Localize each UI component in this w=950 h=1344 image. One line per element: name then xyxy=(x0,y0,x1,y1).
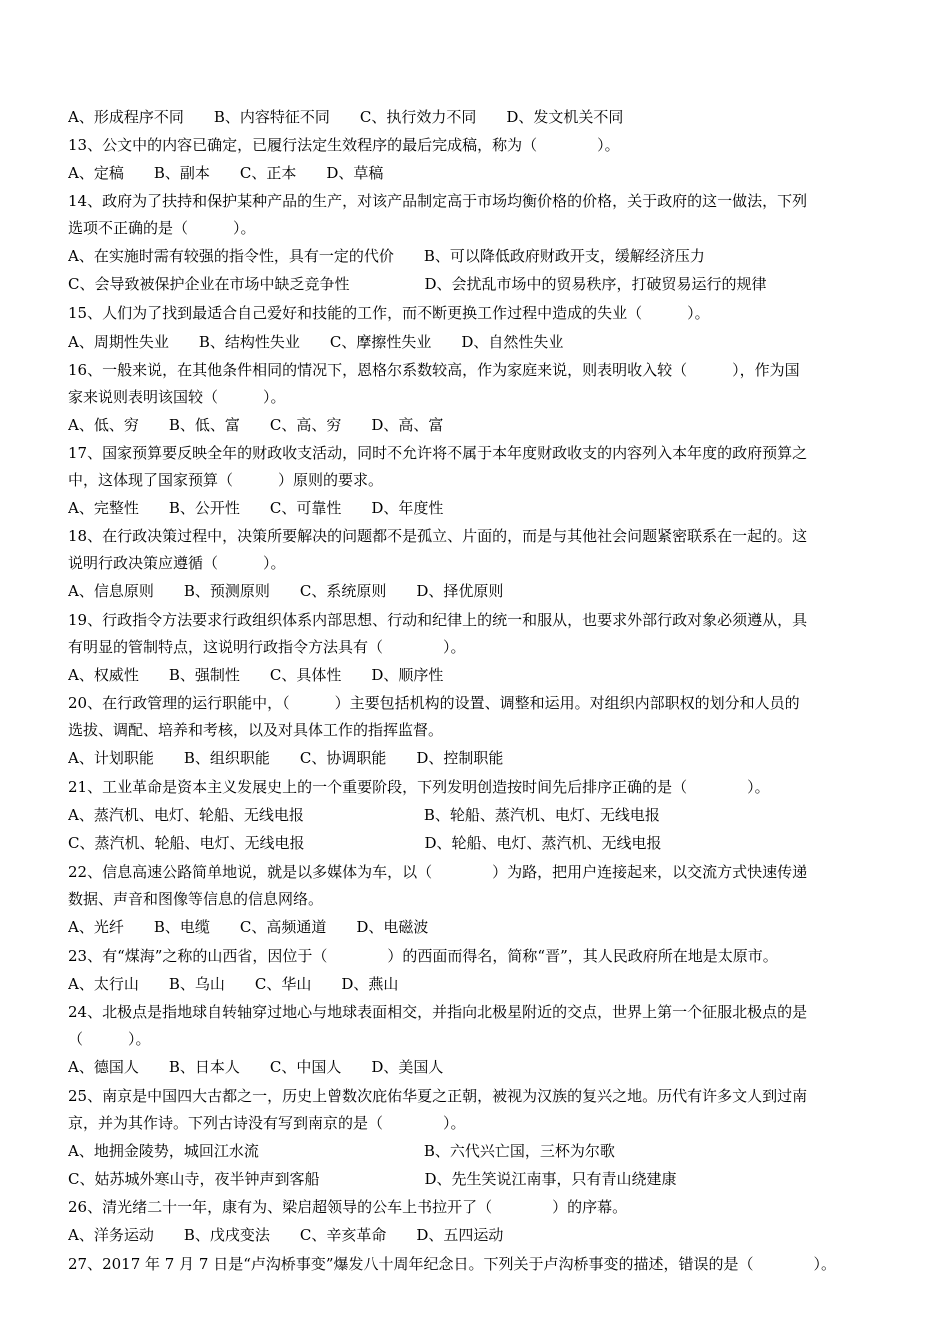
question-26: 26、清光绪二十一年，康有为、梁启超领导的公车上书拉开了（ ）的序幕。 xyxy=(68,1198,628,1216)
question-24-line-2: （ ）。 xyxy=(68,1030,151,1048)
question-18-line-1: 18、在行政决策过程中，决策所要解决的问题都不是孤立、片面的，而是与其他社会问题紧密联系在一起的。这 xyxy=(68,527,808,545)
question-17-line-1: 17、国家预算要反映全年的财政收支活动，同时不允许将不属于本年度财政收支的内容列入本年度的政府预算之 xyxy=(68,444,808,462)
question-22-line-1: 22、信息高速公路简单地说，就是以多媒体为车，以（ ）为路，把用户连接起来，以交流方式快速传递 xyxy=(68,863,808,881)
options-15: A、周期性失业 B、结构性失业 C、摩擦性失业 D、自然性失业 xyxy=(68,333,564,351)
options-21-ab: A、蒸汽机、电灯、轮船、无线电报 B、轮船、蒸汽机、电灯、无线电报 xyxy=(68,806,660,824)
question-13: 13、公文中的内容已确定，已履行法定生效程序的最后完成稿，称为（ ）。 xyxy=(68,136,620,154)
options-17: A、完整性 B、公开性 C、可靠性 D、年度性 xyxy=(68,499,444,517)
question-25-line-2: 京，并为其作诗。下列古诗没有写到南京的是（ ）。 xyxy=(68,1114,466,1132)
question-21: 21、工业革命是资本主义发展史上的一个重要阶段，下列发明创造按时间先后排序正确的是（ ）。 xyxy=(68,778,770,796)
options-23: A、太行山 B、乌山 C、华山 D、燕山 xyxy=(68,975,399,993)
options-20: A、计划职能 B、组织职能 C、协调职能 D、控制职能 xyxy=(68,749,504,767)
options-16: A、低、穷 B、低、富 C、高、穷 D、高、富 xyxy=(68,416,444,434)
question-15: 15、人们为了找到最适合自己爱好和技能的工作，而不断更换工作过程中造成的失业（ ）。 xyxy=(68,304,710,322)
question-20-line-1: 20、在行政管理的运行职能中，（ ）主要包括机构的设置、调整和运用。对组织内部职权的划分和人员的 xyxy=(68,694,800,712)
question-25-line-1: 25、南京是中国四大古都之一，历史上曾数次庇佑华夏之正朝，被视为汉族的复兴之地。历代有许多文人到过南 xyxy=(68,1087,808,1105)
question-18-line-2: 说明行政决策应遵循（ ）。 xyxy=(68,554,286,572)
question-24-line-1: 24、北极点是指地球自转轴穿过地心与地球表面相交，并指向北极星附近的交点，世界上第一个征服北极点的是 xyxy=(68,1003,808,1021)
options-14-ab: A、在实施时需有较强的指令性，具有一定的代价 B、可以降低政府财政开支，缓解经济压力 xyxy=(68,247,705,265)
question-27: 27、2017 年 7 月 7 日是“卢沟桥事变”爆发八十周年纪念日。下列关于卢沟桥事变的描述，错误的是（ ）。 xyxy=(68,1255,837,1273)
question-22-line-2: 数据、声音和图像等信息的信息网络。 xyxy=(68,890,324,908)
options-25-cd: C、姑苏城外寒山寺，夜半钟声到客船 D、先生笑说江南事，只有青山绕建康 xyxy=(68,1170,677,1188)
question-23: 23、有“煤海”之称的山西省，因位于（ ）的西面而得名，简称“晋”，其人民政府所在地是太原市。 xyxy=(68,947,778,965)
question-14-line-1: 14、政府为了扶持和保护某种产品的生产，对该产品制定高于市场均衡价格的价格，关于政府的这一做法，下列 xyxy=(68,192,808,210)
question-16-line-2: 家来说则表明该国较（ ）。 xyxy=(68,388,286,406)
question-19-line-1: 19、行政指令方法要求行政组织体系内部思想、行动和纪律上的统一和服从，也要求外部行政对象必须遵从，具 xyxy=(68,611,808,629)
options-13: A、定稿 B、副本 C、正本 D、草稿 xyxy=(68,164,384,182)
options-19: A、权威性 B、强制性 C、具体性 D、顺序性 xyxy=(68,666,444,684)
question-19-line-2: 有明显的管制特点，这说明行政指令方法具有（ ）。 xyxy=(68,638,466,656)
options-21-cd: C、蒸汽机、轮船、电灯、无线电报 D、轮船、电灯、蒸汽机、无线电报 xyxy=(68,834,662,852)
options-24: A、德国人 B、日本人 C、中国人 D、美国人 xyxy=(68,1058,444,1076)
options-22: A、光纤 B、电缆 C、高频通道 D、电磁波 xyxy=(68,918,429,936)
question-20-line-2: 选拔、调配、培养和考核，以及对具体工作的指挥监督。 xyxy=(68,721,444,739)
options-18: A、信息原则 B、预测原则 C、系统原则 D、择优原则 xyxy=(68,582,504,600)
question-14-line-2: 选项不正确的是（ ）。 xyxy=(68,219,256,237)
question-17-line-2: 中，这体现了国家预算（ ）原则的要求。 xyxy=(68,471,384,489)
question-16-line-1: 16、一般来说，在其他条件相同的情况下，恩格尔系数较高，作为家庭来说，则表明收入较（ ），作为国 xyxy=(68,361,800,379)
options-25-ab: A、地拥金陵势，城回江水流 B、六代兴亡国，三杯为尔歌 xyxy=(68,1142,615,1160)
options-14-cd: C、会导致被保护企业在市场中缺乏竞争性 D、会扰乱市场中的贸易秩序，打破贸易运行的规律 xyxy=(68,275,767,293)
options-26: A、洋务运动 B、戊戌变法 C、辛亥革命 D、五四运动 xyxy=(68,1226,504,1244)
options-12: A、形成程序不同 B、内容特征不同 C、执行效力不同 D、发文机关不同 xyxy=(68,108,624,126)
